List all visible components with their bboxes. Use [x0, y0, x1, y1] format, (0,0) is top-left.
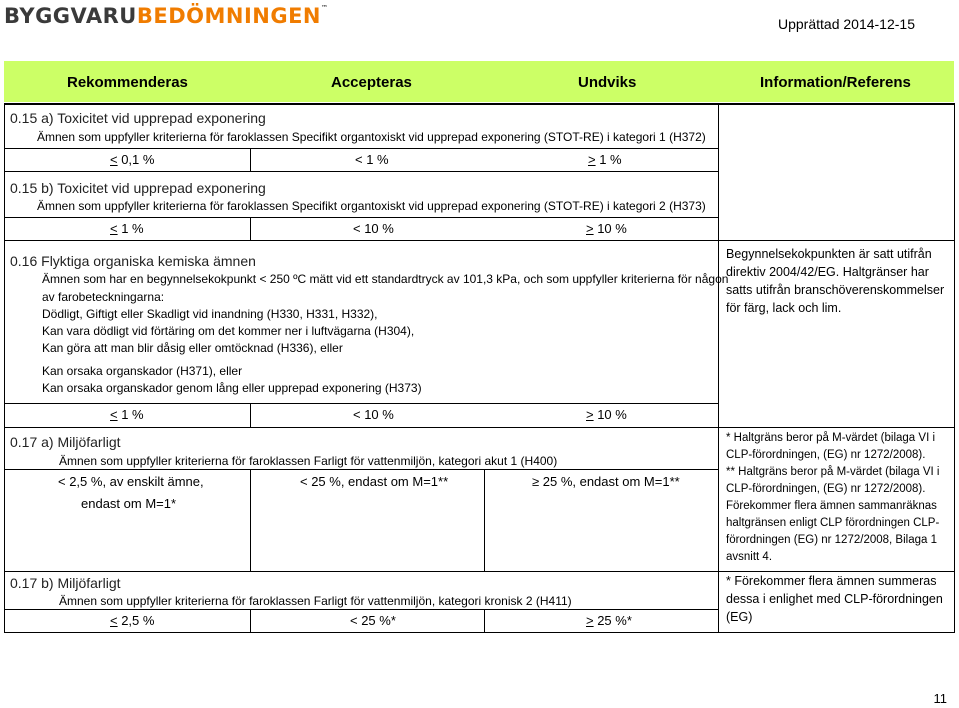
value-undviks: > 1 % [588, 152, 622, 167]
divider [250, 403, 251, 427]
page-number: 11 [933, 691, 947, 706]
value-rekommenderas: < 2,5 %, av enskilt ämne, [58, 474, 204, 489]
value-undviks: > 25 %* [586, 613, 632, 628]
section-title: 0.16 Flyktiga organiska kemiska ämnen [10, 253, 256, 269]
divider [4, 403, 718, 404]
section-desc: Ämnen som har en begynnelsekokpunkt < 250 ºC mätt vid ett standardtryck av 101,3 kPa, och som uppfyller kriterierna för någon [42, 272, 729, 286]
value-accepteras: < 10 % [353, 407, 394, 422]
divider [4, 171, 718, 172]
info-text: Begynnelsekokpunkten är satt utifrån direktiv 2004/42/EG. Haltgränser har satts utifrån branschöverenskommelser för färg, lack och lim. [726, 247, 945, 315]
section-list-item: Kan orsaka organskador genom lång eller upprepad exponering (H373) [42, 381, 422, 395]
value-accepteras: < 25 %* [350, 613, 396, 628]
divider [4, 240, 718, 241]
section-desc: Ämnen som uppfyller kriterierna för faroklassen Specifikt organtoxiskt vid upprepad exponering (STOT-RE) i kategori 2 (H373) [37, 199, 706, 213]
lte-symbol: < [110, 613, 118, 628]
section-list-item: Kan göra att man blir dåsig eller omtöcknad (H336), eller [42, 341, 343, 355]
info-text: * Förekommer flera ämnen summeras dessa i enlighet med CLP-förordningen (EG) [726, 574, 943, 624]
value-rekommenderas: < 1 % [110, 221, 144, 236]
divider [954, 103, 955, 633]
header-undviks: Undviks [578, 74, 637, 91]
divider [4, 632, 955, 633]
header-rekommenderas: Rekommenderas [67, 74, 188, 91]
divider [4, 469, 718, 470]
value-rekommenderas: < 1 % [110, 407, 144, 422]
divider [250, 609, 251, 633]
section-desc: Ämnen som uppfyller kriterierna för faroklassen Farligt för vattenmiljön, kategori kronisk 2 (H411) [59, 594, 572, 608]
divider [4, 217, 718, 218]
gte-symbol: > [586, 407, 594, 422]
value-undviks: ≥ 25 %, endast om M=1** [532, 474, 680, 489]
logo-tm: ™ [321, 4, 329, 12]
section-title: 0.17 b) Miljöfarligt [10, 575, 121, 591]
divider [718, 240, 954, 241]
date-label: Upprättad 2014-12-15 [778, 16, 915, 32]
value-rekommenderas-note: endast om M=1* [81, 496, 177, 511]
header-band [4, 61, 954, 102]
section-desc: Ämnen som uppfyller kriterierna för faroklassen Specifikt organtoxiskt vid upprepad exponering (STOT-RE) i kategori 1 (H372) [37, 130, 706, 144]
lte-symbol: < [110, 152, 118, 167]
divider [718, 103, 719, 633]
value-accepteras: < 25 %, endast om M=1** [300, 474, 449, 489]
info-text: ** Haltgräns beror på M-värdet (bilaga VI i CLP-förordningen, (EG) nr 1272/2008). Förekommer flera ämnen sammanräknas haltgränsen enligt CLP förordningen CLP-förordningen (EG) nr 1272/2008, Bilaga 1 avsnitt 4. [726, 466, 940, 563]
section-list-item: Kan vara dödligt vid förtäring om det kommer ner i luftvägarna (H304), [42, 324, 415, 338]
divider [484, 469, 485, 571]
header-accepteras: Accepteras [331, 74, 412, 91]
value-undviks: > 10 % [586, 407, 627, 422]
logo [4, 4, 329, 28]
section-title: 0.17 a) Miljöfarligt [10, 434, 121, 450]
logo-part2: BEDÖMNINGEN [136, 4, 321, 28]
header-info: Information/Referens [760, 74, 911, 91]
section-desc: Ämnen som uppfyller kriterierna för faroklassen Farligt för vattenmiljön, kategori akut 1 (H400) [59, 454, 558, 468]
value-rekommenderas: < 0,1 % [110, 152, 155, 167]
logo-part1: BYGGVARU [4, 4, 137, 28]
divider [4, 148, 718, 149]
divider [484, 609, 485, 633]
info-text: * Haltgräns beror på M-värdet (bilaga VI i CLP-förordningen, (EG) nr 1272/2008). [726, 432, 936, 461]
lte-symbol: < [110, 221, 118, 236]
section-list-item: Kan orsaka organskador (H371), eller [42, 364, 243, 378]
section-desc: av farobeteckningarna: [42, 290, 165, 304]
value-accepteras: < 1 % [355, 152, 389, 167]
section-list-item: Dödligt, Giftigt eller Skadligt vid inandning (H330, H331, H332), [42, 307, 378, 321]
gte-symbol: > [588, 152, 596, 167]
divider [250, 469, 251, 571]
divider [4, 609, 718, 610]
divider [250, 217, 251, 240]
divider [4, 103, 5, 633]
value-accepteras: < 10 % [353, 221, 394, 236]
section-title: 0.15 b) Toxicitet vid upprepad exponering [10, 180, 266, 196]
divider [4, 427, 955, 428]
lte-symbol: < [110, 407, 118, 422]
value-undviks: > 10 % [586, 221, 627, 236]
divider [4, 103, 954, 105]
gte-symbol: > [586, 613, 594, 628]
divider [250, 148, 251, 171]
value-rekommenderas: < 2,5 % [110, 613, 155, 628]
gte-symbol: > [586, 221, 594, 236]
section-title: 0.15 a) Toxicitet vid upprepad exponering [10, 110, 266, 126]
